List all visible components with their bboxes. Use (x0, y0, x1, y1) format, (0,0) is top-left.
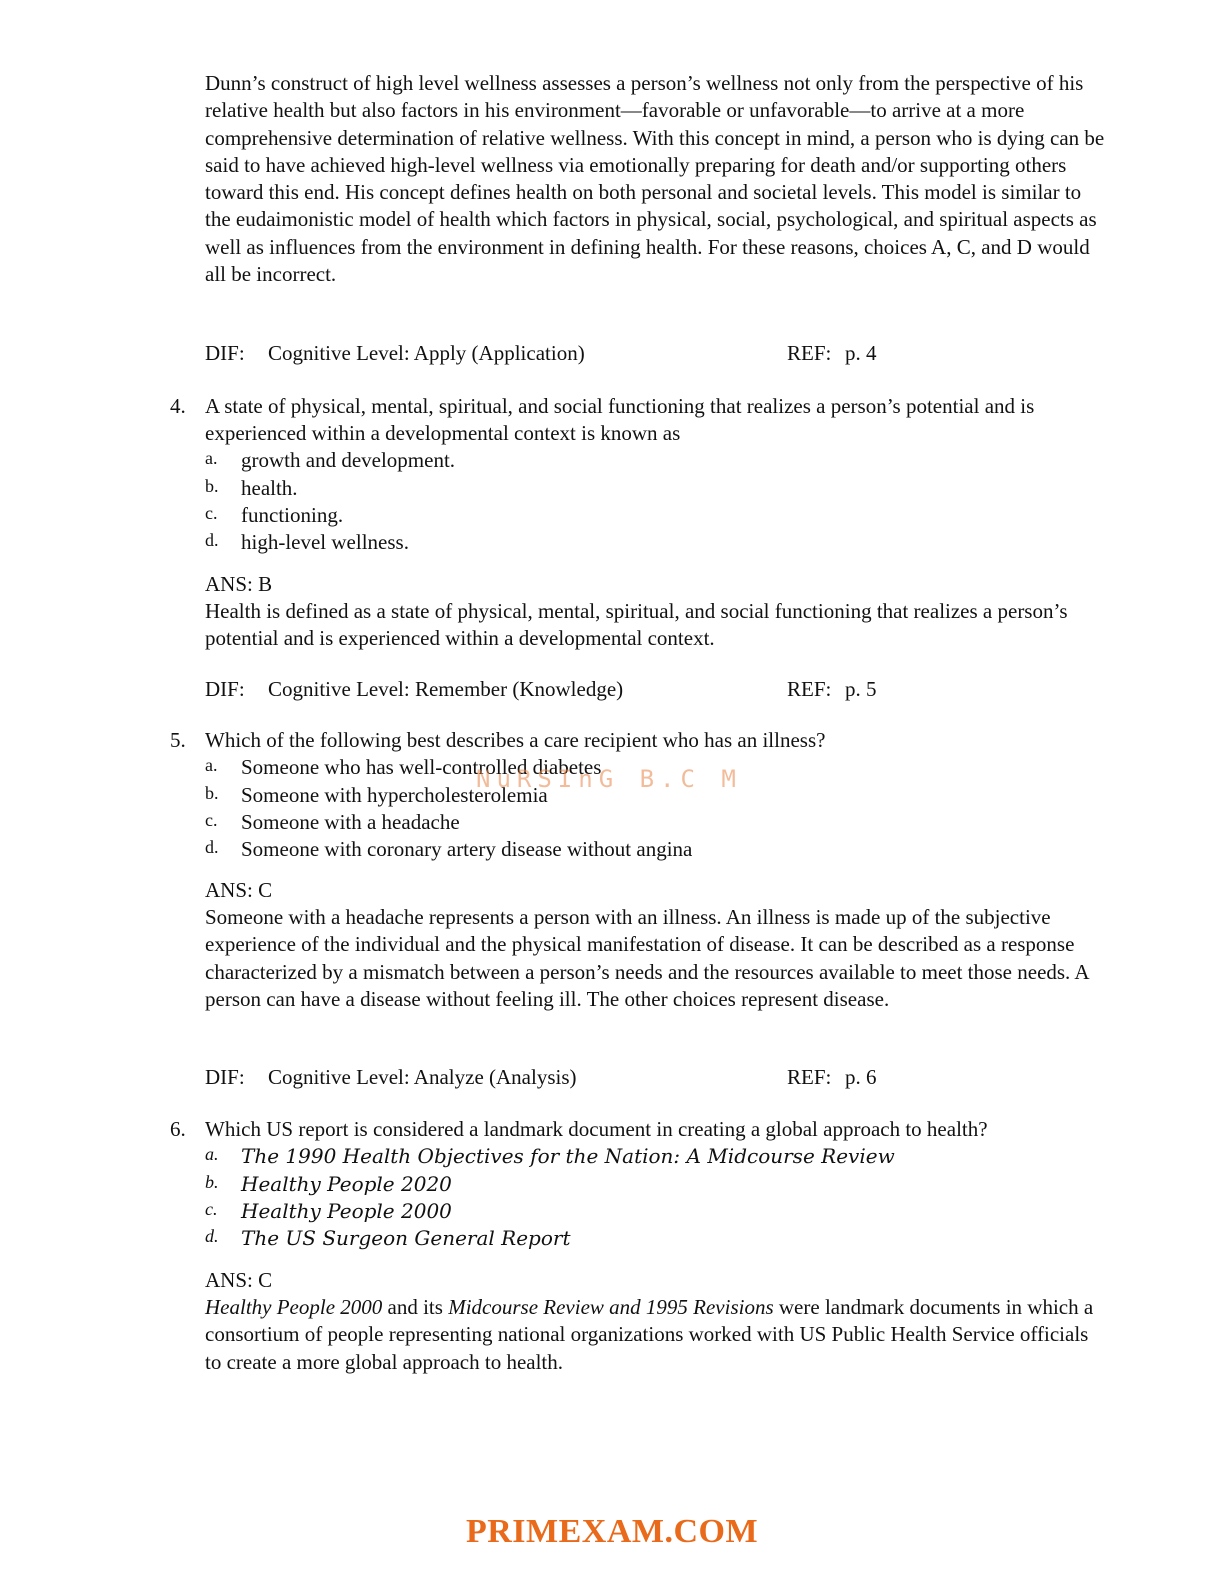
q5-answer: ANS: C (205, 878, 273, 902)
ref-value: p. 6 (845, 1065, 877, 1089)
choice-letter: d. (205, 837, 219, 857)
q6-choice-c (205, 1198, 1105, 1225)
q6-choice-d (205, 1225, 1105, 1252)
choice-text: high-level wellness. (241, 530, 409, 554)
q4-number: 4. (170, 394, 186, 418)
watermark: NuRSInG B.C M (476, 765, 742, 793)
choice-text: The US Surgeon General Report (241, 1226, 571, 1250)
q6-choice-a (205, 1143, 1105, 1170)
choice-text: Someone who has well-controlled diabetes (241, 755, 602, 779)
q5-choice-c (205, 809, 1105, 836)
dif-value: Cognitive Level: Apply (Application) (268, 341, 585, 365)
choice-letter: d. (205, 530, 219, 550)
rationale-title-2: Midcourse Review and 1995 Revisions (448, 1295, 774, 1319)
ref-label: REF: (787, 341, 832, 365)
ref-label: REF: (787, 1065, 832, 1089)
choice-text: Someone with a headache (241, 810, 460, 834)
q4-choice-b (205, 475, 1105, 502)
choice-letter: a. (205, 448, 218, 468)
choice-letter: a. (205, 1144, 219, 1164)
q4-meta (205, 676, 1105, 704)
q3-rationale (205, 70, 1105, 288)
q3-rationale-text: Dunn’s construct of high level wellness assesses a person’s wellness not only from the perspective of his relative health but also factors in his environment—favorable or unfavorable—to arrive at a more comprehensive determination of relative wellness. With this concept in mind, a person who is dying can be said to have achieved high-level wellness via emotionally preparing for death and/or supporting others toward this end. His concept defines health on both personal and societal levels. This model is similar to the eudaimonistic model of health which factors in physical, social, psychological, and spiritual aspects as well as influences from the environment in defining health. For these reasons, choices A, C, and D would all be incorrect. (205, 71, 1105, 287)
choice-letter: c. (205, 1199, 218, 1219)
dif-value: Cognitive Level: Analyze (Analysis) (268, 1065, 577, 1089)
ref-value: p. 5 (845, 677, 877, 701)
q5-meta (205, 1064, 1105, 1092)
q4-rationale: Health is defined as a state of physical, mental, spiritual, and social functioning that realizes a person’s potential and is experienced within a developmental context. (205, 599, 1068, 651)
dif-label: DIF: (205, 341, 245, 365)
dif-label: DIF: (205, 677, 245, 701)
q5-rationale: Someone with a headache represents a person with an illness. An illness is made up of the subjective experience of the individual and the physical manifestation of disease. It can be described as a response characterized by a mismatch between a person’s needs and the resources available to meet those needs. A person can have a disease without feeling ill. The other choices represent disease. (205, 905, 1089, 1011)
choice-letter: a. (205, 755, 218, 775)
choice-text: Healthy People 2020 (241, 1172, 452, 1196)
q6-choice-b (205, 1171, 1105, 1198)
choice-text: Someone with coronary artery disease without angina (241, 837, 693, 861)
choice-text: growth and development. (241, 448, 456, 472)
q3-meta (205, 340, 1105, 368)
choice-text: functioning. (241, 503, 344, 527)
q5-choice-d (205, 836, 1105, 863)
q4-stem: A state of physical, mental, spiritual, and social functioning that realizes a person’s potential and is experienced within a developmental context is known as (205, 394, 1035, 446)
ref-value: p. 4 (845, 341, 877, 365)
rationale-text-1: and its (382, 1295, 449, 1319)
q5-number: 5. (170, 728, 186, 752)
q4-answer: ANS: B (205, 572, 273, 596)
dif-value: Cognitive Level: Remember (Knowledge) (268, 677, 624, 701)
rationale-title-1: Healthy People 2000 (205, 1295, 383, 1319)
q6-number: 6. (170, 1117, 186, 1141)
choice-text: health. (241, 476, 298, 500)
choice-text: Healthy People 2000 (241, 1199, 452, 1223)
rationale-text-2: were landmark documents in which a consortium of people representing national organizations worked with US Public Health Service officials to create a more global approach to health. (205, 1295, 1094, 1374)
q6-stem: Which US report is considered a landmark document in creating a global approach to health? (205, 1117, 988, 1141)
choice-text: Someone with hypercholesterolemia (241, 783, 548, 807)
q5-stem: Which of the following best describes a care recipient who has an illness? (205, 728, 826, 752)
choice-text: The 1990 Health Objectives for the Nation: A Midcourse Review (241, 1144, 895, 1168)
q4-choice-d (205, 529, 1105, 556)
choice-letter: b. (205, 1172, 219, 1192)
choice-letter: b. (205, 783, 219, 803)
choice-letter: c. (205, 810, 218, 830)
dif-label: DIF: (205, 1065, 245, 1089)
ref-label: REF: (787, 677, 832, 701)
choice-letter: c. (205, 503, 218, 523)
q4-choice-c (205, 502, 1105, 529)
q6-rationale (205, 1294, 1105, 1376)
choice-letter: b. (205, 476, 219, 496)
q4-choice-a (205, 447, 1105, 474)
q6-answer: ANS: C (205, 1268, 273, 1292)
choice-letter: d. (205, 1226, 219, 1246)
footer-site-name: PRIMEXAM.COM (465, 1513, 759, 1550)
